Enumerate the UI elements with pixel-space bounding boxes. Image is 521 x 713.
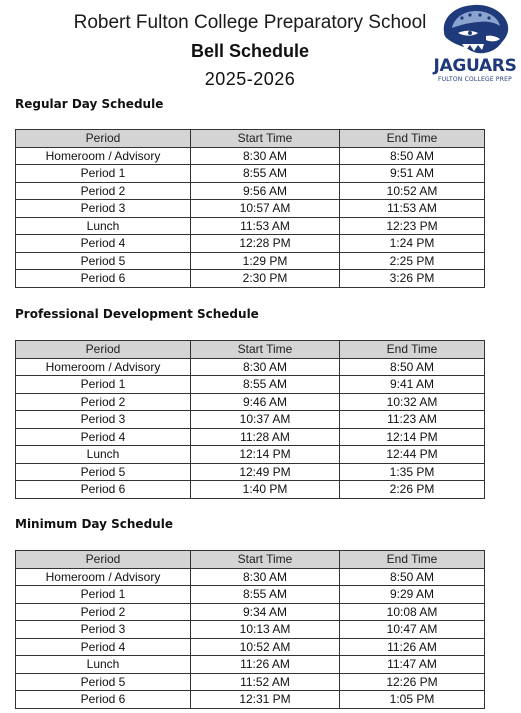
section-title: Professional Development Schedule <box>15 307 259 321</box>
end-time-cell: 8:50 AM <box>340 358 485 376</box>
end-time-cell: 2:25 PM <box>340 252 485 270</box>
schedule-table <box>15 129 485 288</box>
start-time-cell: 8:30 AM <box>191 358 340 376</box>
period-cell: Period 4 <box>16 428 191 446</box>
column-header-period: Period <box>16 130 191 148</box>
column-header-start-time: Start Time <box>191 551 340 569</box>
start-time-cell: 1:29 PM <box>191 252 340 270</box>
table-row <box>16 217 485 235</box>
end-time-cell: 12:14 PM <box>340 428 485 446</box>
period-cell: Homeroom / Advisory <box>16 358 191 376</box>
column-header-end-time: End Time <box>340 551 485 569</box>
period-cell: Period 3 <box>16 200 191 218</box>
school-name: Robert Fulton College Preparatory School <box>73 12 427 33</box>
period-cell: Period 3 <box>16 411 191 429</box>
table-header-row <box>16 341 485 359</box>
table-row <box>16 358 485 376</box>
logo-subtitle: FULTON COLLEGE PREP <box>438 76 512 83</box>
start-time-cell: 9:34 AM <box>191 603 340 621</box>
end-time-cell: 12:23 PM <box>340 217 485 235</box>
end-time-cell: 10:47 AM <box>340 621 485 639</box>
table-row <box>16 638 485 656</box>
column-header-period: Period <box>16 551 191 569</box>
period-cell: Period 2 <box>16 603 191 621</box>
end-time-cell: 2:26 PM <box>340 481 485 499</box>
table-row <box>16 603 485 621</box>
logo-wordmark: JAGUARS <box>433 56 517 76</box>
start-time-cell: 12:28 PM <box>191 235 340 253</box>
section-title: Minimum Day Schedule <box>15 517 173 531</box>
table-row <box>16 376 485 394</box>
end-time-cell: 10:32 AM <box>340 393 485 411</box>
start-time-cell: 10:52 AM <box>191 638 340 656</box>
period-cell: Period 6 <box>16 270 191 288</box>
table-row <box>16 656 485 674</box>
end-time-cell: 8:50 AM <box>340 568 485 586</box>
end-time-cell: 9:29 AM <box>340 586 485 604</box>
start-time-cell: 12:31 PM <box>191 691 340 709</box>
end-time-cell: 1:24 PM <box>340 235 485 253</box>
start-time-cell: 9:46 AM <box>191 393 340 411</box>
period-cell: Period 6 <box>16 481 191 499</box>
end-time-cell: 10:52 AM <box>340 182 485 200</box>
period-cell: Period 5 <box>16 463 191 481</box>
start-time-cell: 10:37 AM <box>191 411 340 429</box>
jaguars-logo <box>432 2 518 86</box>
column-header-period: Period <box>16 341 191 359</box>
start-time-cell: 2:30 PM <box>191 270 340 288</box>
end-time-cell: 11:23 AM <box>340 411 485 429</box>
table-header-row <box>16 130 485 148</box>
period-cell: Lunch <box>16 217 191 235</box>
start-time-cell: 1:40 PM <box>191 481 340 499</box>
table-row <box>16 235 485 253</box>
column-header-end-time: End Time <box>340 130 485 148</box>
end-time-cell: 11:47 AM <box>340 656 485 674</box>
period-cell: Period 1 <box>16 165 191 183</box>
table-row <box>16 691 485 709</box>
end-time-cell: 10:08 AM <box>340 603 485 621</box>
jaguar-head-icon <box>432 2 518 58</box>
table-header-row <box>16 551 485 569</box>
period-cell: Period 5 <box>16 252 191 270</box>
period-cell: Period 6 <box>16 691 191 709</box>
table-row <box>16 270 485 288</box>
period-cell: Period 1 <box>16 376 191 394</box>
table-row <box>16 428 485 446</box>
period-cell: Period 4 <box>16 638 191 656</box>
end-time-cell: 8:50 AM <box>340 147 485 165</box>
end-time-cell: 3:26 PM <box>340 270 485 288</box>
table-row <box>16 586 485 604</box>
table-row <box>16 446 485 464</box>
start-time-cell: 8:30 AM <box>191 147 340 165</box>
schedule-table <box>15 550 485 709</box>
table-row <box>16 568 485 586</box>
end-time-cell: 12:44 PM <box>340 446 485 464</box>
table-row <box>16 393 485 411</box>
start-time-cell: 9:56 AM <box>191 182 340 200</box>
period-cell: Homeroom / Advisory <box>16 568 191 586</box>
period-cell: Lunch <box>16 446 191 464</box>
start-time-cell: 8:55 AM <box>191 376 340 394</box>
column-header-start-time: Start Time <box>191 130 340 148</box>
end-time-cell: 11:26 AM <box>340 638 485 656</box>
end-time-cell: 12:26 PM <box>340 673 485 691</box>
school-year: 2025-2026 <box>204 69 296 89</box>
table-row <box>16 182 485 200</box>
start-time-cell: 8:30 AM <box>191 568 340 586</box>
period-cell: Homeroom / Advisory <box>16 147 191 165</box>
table-row <box>16 463 485 481</box>
start-time-cell: 12:49 PM <box>191 463 340 481</box>
section-title: Regular Day Schedule <box>15 97 164 111</box>
document-header <box>0 0 521 95</box>
document-title: Bell Schedule <box>190 41 310 61</box>
period-cell: Period 3 <box>16 621 191 639</box>
table-row <box>16 673 485 691</box>
period-cell: Period 1 <box>16 586 191 604</box>
table-row <box>16 411 485 429</box>
end-time-cell: 1:35 PM <box>340 463 485 481</box>
table-row <box>16 621 485 639</box>
period-cell: Period 2 <box>16 182 191 200</box>
period-cell: Lunch <box>16 656 191 674</box>
start-time-cell: 8:55 AM <box>191 165 340 183</box>
start-time-cell: 11:26 AM <box>191 656 340 674</box>
table-row <box>16 481 485 499</box>
table-row <box>16 165 485 183</box>
table-row <box>16 147 485 165</box>
start-time-cell: 11:28 AM <box>191 428 340 446</box>
end-time-cell: 9:41 AM <box>340 376 485 394</box>
start-time-cell: 11:53 AM <box>191 217 340 235</box>
table-row <box>16 252 485 270</box>
period-cell: Period 5 <box>16 673 191 691</box>
start-time-cell: 12:14 PM <box>191 446 340 464</box>
start-time-cell: 8:55 AM <box>191 586 340 604</box>
table-row <box>16 200 485 218</box>
schedule-table <box>15 340 485 499</box>
period-cell: Period 4 <box>16 235 191 253</box>
end-time-cell: 9:51 AM <box>340 165 485 183</box>
start-time-cell: 11:52 AM <box>191 673 340 691</box>
period-cell: Period 2 <box>16 393 191 411</box>
start-time-cell: 10:13 AM <box>191 621 340 639</box>
end-time-cell: 1:05 PM <box>340 691 485 709</box>
column-header-start-time: Start Time <box>191 341 340 359</box>
end-time-cell: 11:53 AM <box>340 200 485 218</box>
column-header-end-time: End Time <box>340 341 485 359</box>
start-time-cell: 10:57 AM <box>191 200 340 218</box>
